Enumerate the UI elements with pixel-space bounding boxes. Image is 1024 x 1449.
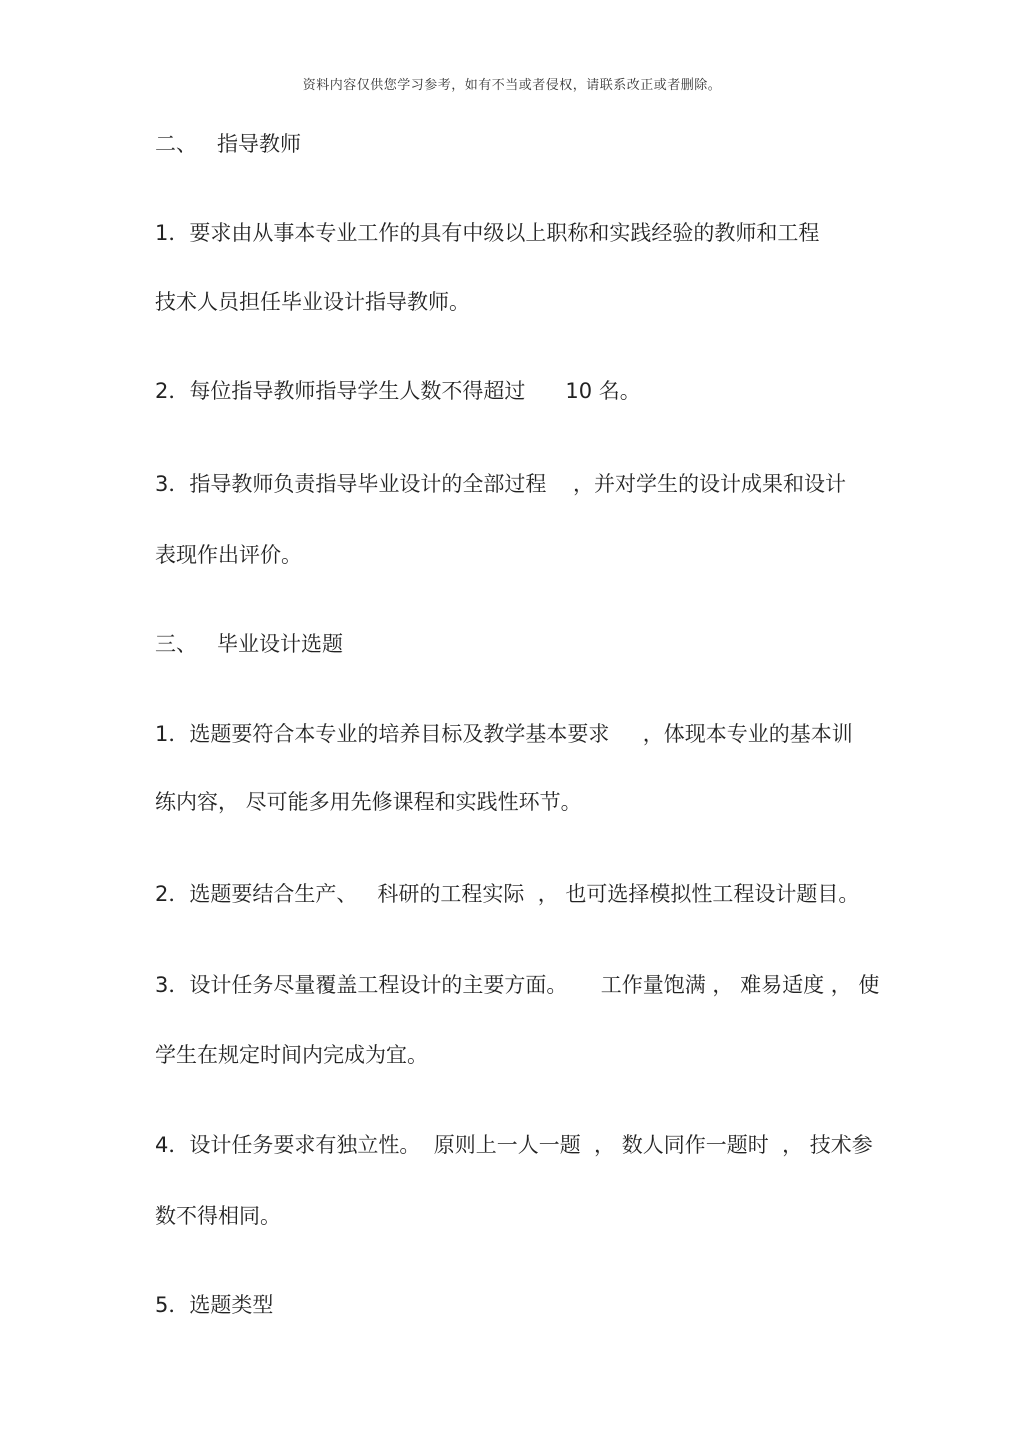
paragraph-line: 学生在规定时间内完成为宜。 bbox=[155, 1043, 428, 1067]
paragraph-line: 数不得相同。 bbox=[155, 1204, 281, 1228]
paragraph-line: 练内容， 尽可能多用先修课程和实践性环节。 bbox=[155, 790, 582, 814]
paragraph-line: 表现作出评价。 bbox=[155, 543, 302, 567]
paragraph-line: 4．设计任务要求有独立性。 原则上一人一题 ， 数人同作一题时 ， 技术参 bbox=[155, 1133, 873, 1157]
paragraph-line: 3．指导教师负责指导毕业设计的全部过程 ，并对学生的设计成果和设计 bbox=[155, 472, 847, 496]
paragraph-line: 1．要求由从事本专业工作的具有中级以上职称和实践经验的教师和工程 bbox=[155, 221, 820, 245]
paragraph-line: 5．选题类型 bbox=[155, 1293, 274, 1317]
paragraph-line: 3．设计任务尽量覆盖工程设计的主要方面。 工作量饱满 ， 难易适度 ， 使 bbox=[155, 973, 880, 997]
section-heading-topic-selection: 三、 毕业设计选题 bbox=[155, 632, 344, 656]
paragraph-line: 2．选题要结合生产、 科研的工程实际 ， 也可选择模拟性工程设计题目。 bbox=[155, 882, 860, 906]
paragraph-line: 技术人员担任毕业设计指导教师。 bbox=[155, 290, 470, 314]
section-heading-instructors: 二、 指导教师 bbox=[155, 132, 302, 156]
paragraph-line: 2．每位指导教师指导学生人数不得超过 10 名。 bbox=[155, 379, 641, 403]
paragraph-line: 1．选题要符合本专业的培养目标及教学基本要求 ，体现本专业的基本训 bbox=[155, 722, 853, 746]
header-disclaimer: 资料内容仅供您学习参考，如有不当或者侵权，请联系改正或者删除。 bbox=[302, 78, 722, 93]
